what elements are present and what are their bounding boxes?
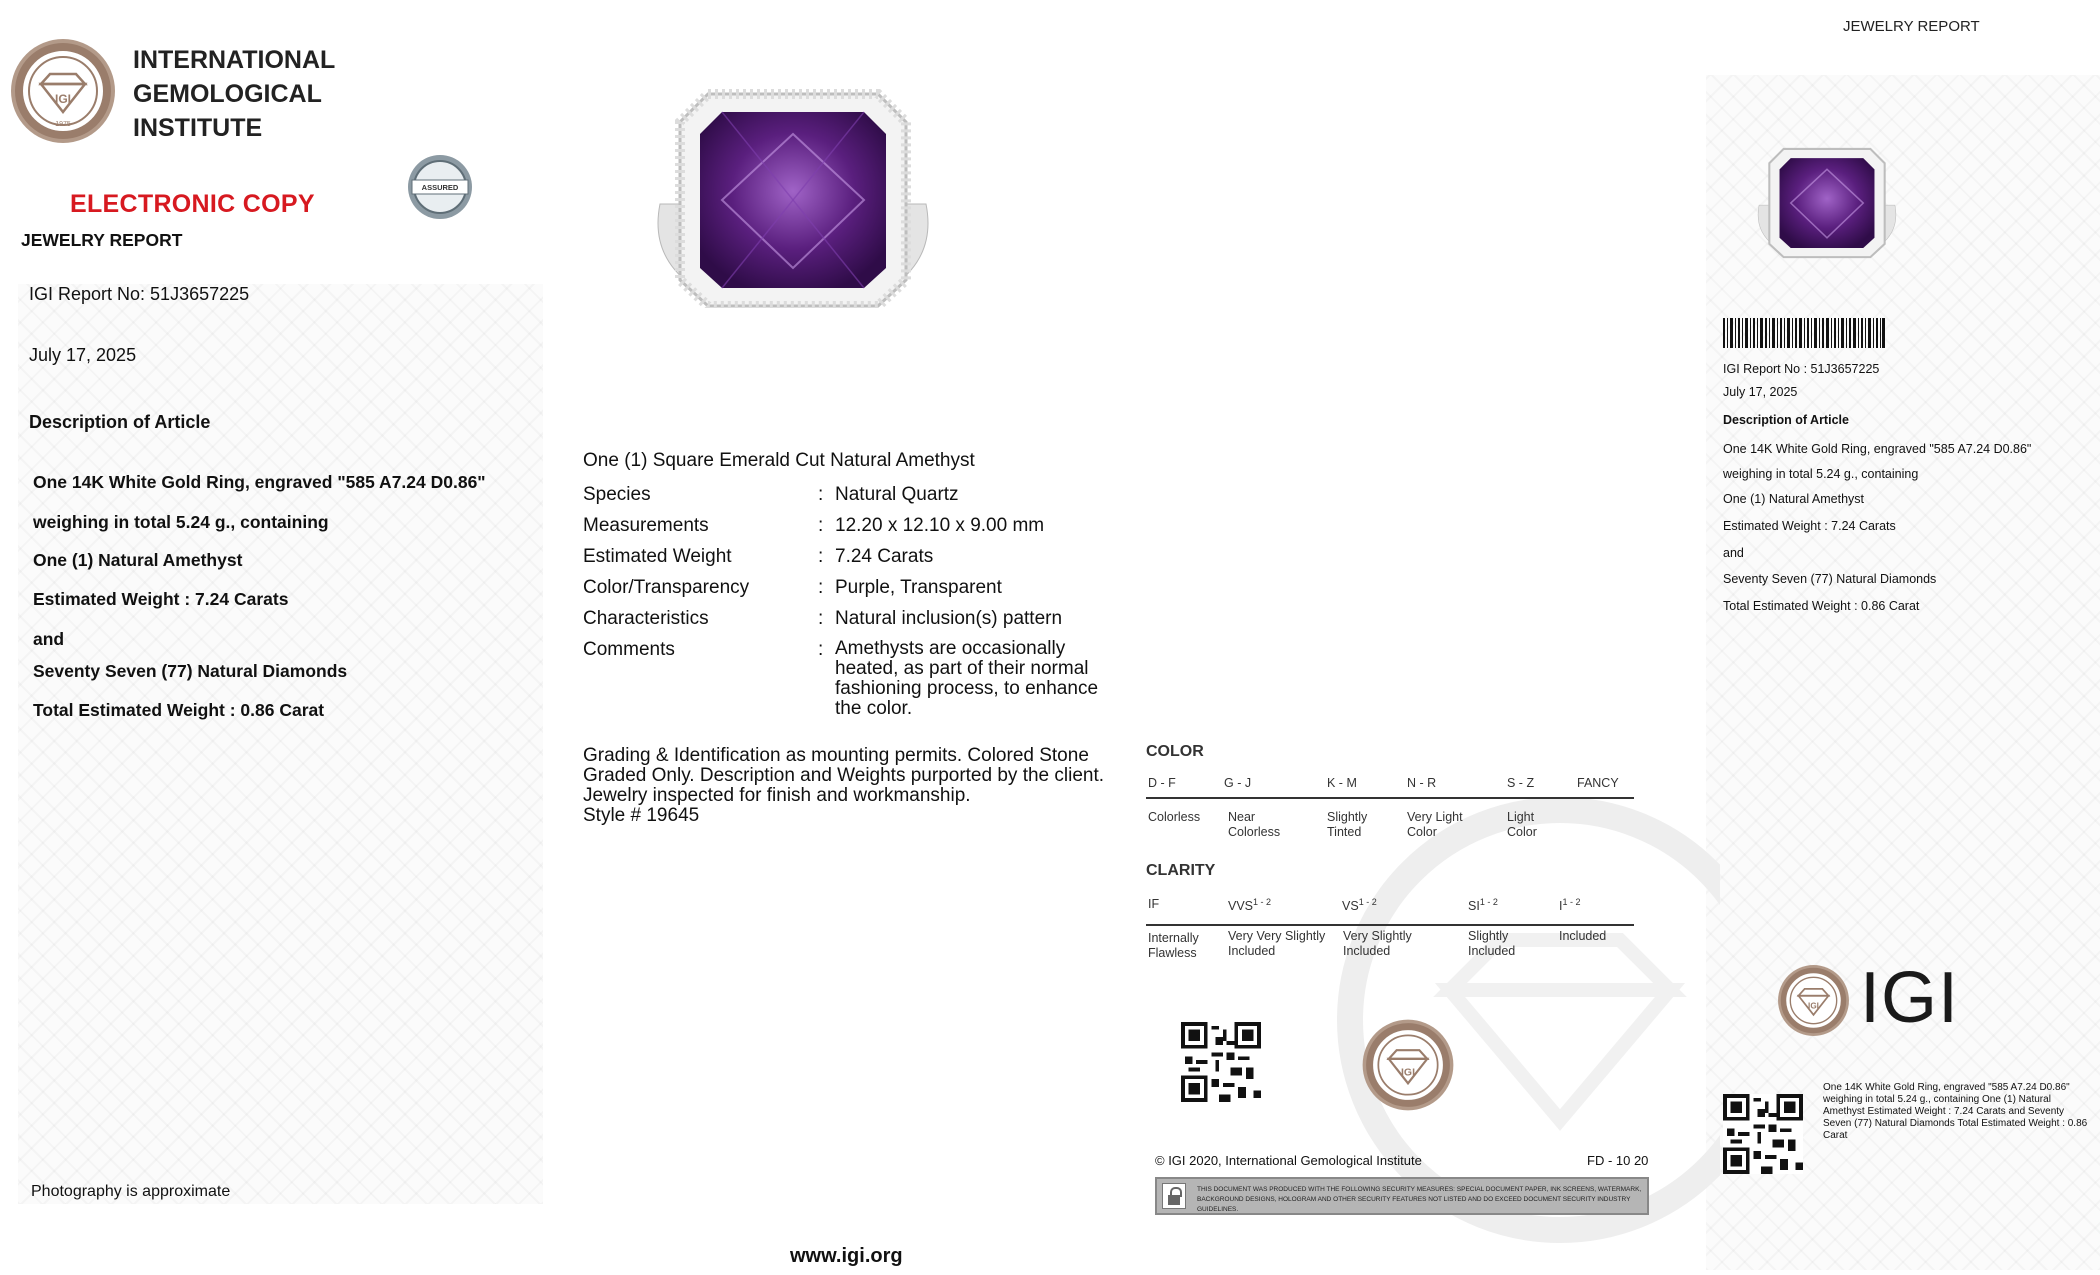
retail-assured-badge — [406, 153, 474, 221]
description-line: One (1) Natural Amethyst — [33, 550, 243, 570]
form-code: FD - 10 20 — [1587, 1153, 1649, 1168]
color-description: Near Colorless — [1228, 810, 1281, 839]
detail-separator: : — [818, 577, 824, 598]
website-url: www.igi.org — [790, 1245, 903, 1267]
clarity-grade: IF — [1148, 897, 1160, 911]
detail-separator: : — [818, 608, 824, 629]
right-report-number: IGI Report No : 51J3657225 — [1723, 362, 1880, 376]
detail-row-measurements — [583, 515, 1113, 545]
detail-row-characteristics — [583, 608, 1113, 638]
svg-text:IGI: IGI — [1808, 1001, 1819, 1011]
detail-key: Estimated Weight — [583, 546, 732, 567]
color-grade: FANCY — [1577, 776, 1619, 790]
security-text: THIS DOCUMENT WAS PRODUCED WITH THE FOLLOWING SECURITY MEASURES: SPECIAL DOCUMENT PAPER, INK SCREENS, WATERMARK, BACKGROUND DESIGNS, HOLOGRAM AND OTHER SECURITY FEATURES NOT LISTED AND DO EXCEED DOCUMENT SECURITY INDUSTRY GUIDELINES. — [1197, 1186, 1642, 1213]
detail-separator: : — [818, 639, 824, 660]
right-description-line: weighing in total 5.24 g., containing — [1723, 467, 1919, 481]
detail-key: Measurements — [583, 515, 709, 536]
clarity-grade: SI$^{1 - 2}$ — [1468, 897, 1498, 914]
detail-key: Characteristics — [583, 608, 709, 629]
clarity-description: Very Slightly Included — [1343, 929, 1412, 958]
stone-title: One (1) Square Emerald Cut Natural Amethyst — [583, 450, 975, 471]
detail-value: 12.20 x 12.10 x 9.00 mm — [835, 515, 1045, 536]
detail-value: Natural inclusion(s) pattern — [835, 608, 1063, 629]
electronic-copy-label: ELECTRONIC COPY — [70, 190, 315, 218]
detail-value: Purple, Transparent — [835, 577, 1002, 598]
qr-code[interactable] — [1181, 1022, 1261, 1102]
right-description-heading: Description of Article — [1723, 413, 1849, 427]
color-grade: S - Z — [1507, 776, 1535, 790]
right-description-line: One 14K White Gold Ring, engraved "585 A7.24 D0.86" — [1723, 442, 2032, 456]
right-description-line: and — [1723, 546, 1744, 560]
detail-separator: : — [818, 515, 824, 536]
color-scale-line — [1146, 797, 1634, 799]
svg-text:IGI: IGI — [1401, 1067, 1415, 1079]
igi-seal-icon — [1776, 963, 1851, 1038]
clarity-grade: VVS$^{1 - 2}$ — [1228, 897, 1272, 914]
detail-value: Natural Quartz — [835, 484, 959, 505]
detail-key: Species — [583, 484, 651, 505]
report-type: JEWELRY REPORT — [21, 230, 183, 250]
clarity-description: Very Very Slightly Included — [1228, 929, 1326, 958]
color-grade: K - M — [1327, 776, 1357, 790]
clarity-grade: $I^{1 - 2}$ — [1559, 897, 1581, 914]
description-line: Estimated Weight : 7.24 Carats — [33, 589, 289, 609]
right-report-date: July 17, 2025 — [1723, 385, 1798, 399]
clarity-scale-line — [1146, 924, 1634, 926]
security-banner — [1155, 1177, 1649, 1215]
institute-name: INTERNATIONAL GEMOLOGICAL INSTITUTE — [133, 46, 336, 142]
copyright: © IGI 2020, International Gemological Institute — [1155, 1153, 1422, 1168]
grading-note: Grading & Identification as mounting permits. Colored Stone Graded Only. Description and Weights purported by the client. Jewelry inspected for finish and workmanship. Style # 19645 — [583, 746, 1108, 826]
detail-key: Comments — [583, 639, 675, 660]
igi-seal-icon — [8, 36, 118, 146]
color-scale-heading: COLOR — [1146, 743, 1204, 760]
clarity-description: Internally Flawless — [1148, 931, 1199, 960]
report-date: July 17, 2025 — [29, 345, 137, 365]
lock-icon — [1162, 1183, 1186, 1209]
svg-text:IGI: IGI — [54, 92, 72, 106]
description-line: weighing in total 5.24 g., containing — [33, 512, 329, 532]
color-grade: D - F — [1148, 776, 1176, 790]
detail-key: Color/Transparency — [583, 577, 750, 598]
clarity-grade: VS$^{1 - 2}$ — [1342, 897, 1377, 914]
description-line: Total Estimated Weight : 0.86 Carat — [33, 700, 325, 720]
clarity-description: Slightly Included — [1468, 929, 1516, 958]
photography-note: Photography is approximate — [31, 1183, 231, 1200]
color-grade: G - J — [1224, 776, 1252, 790]
right-small-description: One 14K White Gold Ring, engraved "585 A7.24 D0.86" weighing in total 5.24 g., containing One (1) Natural Amethyst Estimated Weight : 7.24 Carats and Seventy Seven (77) Natural Diamonds Total Estimated Weight : 0.86 Carat — [1823, 1082, 2088, 1141]
ring-thumbnail — [1754, 143, 1900, 259]
color-grade: N - R — [1407, 776, 1437, 790]
color-description: Colorless — [1148, 810, 1201, 824]
detail-row-weight — [583, 546, 1113, 576]
detail-row-comments — [583, 639, 1113, 729]
detail-value: 7.24 Carats — [835, 546, 934, 567]
description-line: and — [33, 629, 65, 649]
igi-seal-icon — [1360, 1017, 1456, 1113]
clarity-description: Included — [1559, 929, 1607, 943]
right-description-line: Estimated Weight : 7.24 Carats — [1723, 519, 1896, 533]
detail-separator: : — [818, 484, 824, 505]
detail-row-species — [583, 484, 1113, 514]
color-description: Slightly Tinted — [1327, 810, 1368, 839]
style-number: Style # 19645 — [583, 805, 700, 826]
detail-row-color — [583, 577, 1113, 607]
svg-text:ASSURED: ASSURED — [421, 183, 459, 192]
description-line: One 14K White Gold Ring, engraved "585 A7.24 D0.86" — [33, 472, 486, 492]
qr-code[interactable] — [1723, 1094, 1803, 1174]
detail-value: Amethysts are occasionally heated, as part of their normal fashioning process, to enhance the color. — [835, 638, 1099, 719]
igi-logo-text: IGI — [1860, 958, 1960, 1038]
barcode — [1723, 318, 1885, 348]
clarity-scale-heading: CLARITY — [1146, 862, 1216, 879]
right-description-line: Seventy Seven (77) Natural Diamonds — [1723, 572, 1937, 586]
top-right-report-label: JEWELRY REPORT — [1843, 18, 1980, 35]
detail-separator: : — [818, 546, 824, 567]
svg-text:1975: 1975 — [55, 121, 71, 128]
right-description-line: Total Estimated Weight : 0.86 Carat — [1723, 599, 1920, 613]
color-description: Very Light Color — [1407, 810, 1463, 839]
right-description-line: One (1) Natural Amethyst — [1723, 492, 1865, 506]
color-description: Light Color — [1507, 810, 1537, 839]
ring-photo — [650, 84, 936, 308]
description-line: Seventy Seven (77) Natural Diamonds — [33, 661, 348, 681]
report-number: IGI Report No: 51J3657225 — [29, 284, 250, 304]
description-heading: Description of Article — [29, 412, 211, 432]
